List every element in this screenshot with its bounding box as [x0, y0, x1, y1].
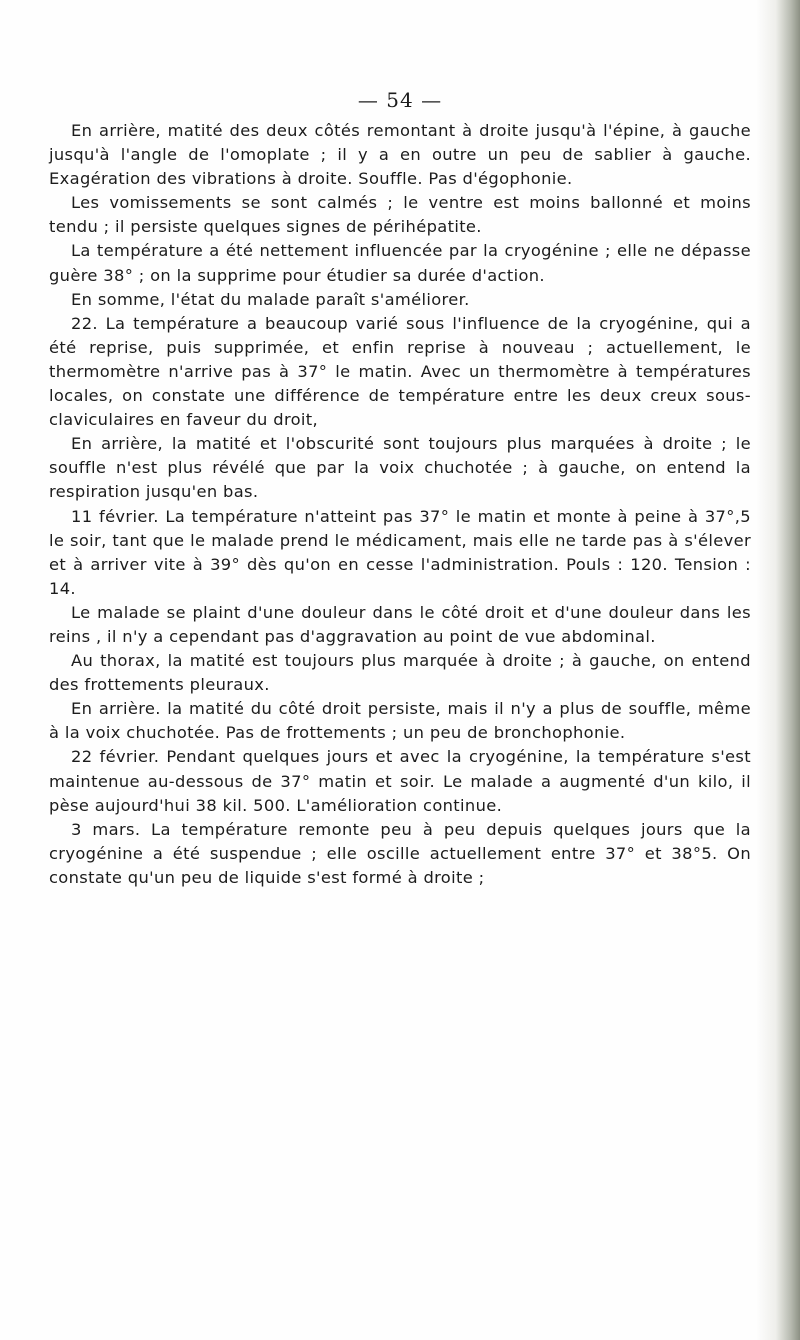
paragraph: En arrière, matité des deux côtés remontant à droite jusqu'à l'épine, à gauche jusqu'à l'angle de l'omoplate ; il y a en outre un peu de sablier à gauche. Exagération des vibrations à droite. Souffle. Pas d'égophonie.	[49, 121, 751, 189]
paragraph: Les vomissements se sont calmés ; le ventre est moins ballonné et moins tendu ; il persiste quelques signes de périhépatite.	[49, 193, 751, 237]
paragraph: 22. La température a beaucoup varié sous l'influence de la cryogénine, qui a été reprise, puis supprimée, et enfin reprise à nouveau ; actuellement, le thermomètre n'arrive pas à 37° le matin. Avec un thermomètre à températures locales, on constate une différence de température entre les deux creux sous-claviculaires en faveur du droit,	[49, 313, 751, 430]
paragraph: 11 février. La température n'atteint pas 37° le matin et monte à peine à 37°,5 le soir, tant que le malade prend le médicament, mais elle ne tarde pas à s'élever et à arriver vite à 39° dès qu'on en cesse l'administration. Pouls : 120. Tension : 14.	[49, 506, 751, 598]
page-edge-shadow	[756, 0, 800, 1340]
paragraph: La température a été nettement influencée par la cryogénine ; elle ne dépasse guère 38° ; on la supprime pour étudier sa durée d'action.	[49, 241, 751, 285]
body-text	[49, 119, 751, 890]
paragraph: Au thorax, la matité est toujours plus marquée à droite ; à gauche, on entend des frottements pleuraux.	[49, 651, 751, 695]
page-number: — 54 —	[357, 88, 443, 112]
paragraph: 22 février. Pendant quelques jours et avec la cryogénine, la température s'est maintenue au-dessous de 37° matin et soir. Le malade a augmenté d'un kilo, il pèse aujourd'hui 38 kil. 500. L'amélioration continue.	[49, 747, 751, 815]
paragraph: En somme, l'état du malade paraît s'améliorer.	[71, 289, 470, 309]
paragraph: En arrière, la matité et l'obscurité sont toujours plus marquées à droite ; le souffle n'est plus révélé que par la voix chuchotée ; à gauche, on entend la respiration jusqu'en bas.	[49, 434, 751, 502]
paragraph: Le malade se plaint d'une douleur dans le côté droit et d'une douleur dans les reins , il n'y a cependant pas d'aggravation au point de vue abdominal.	[49, 602, 751, 646]
paragraph: En arrière. la matité du côté droit persiste, mais il n'y a plus de souffle, même à la voix chuchotée. Pas de frottements ; un peu de bronchophonie.	[49, 699, 751, 743]
paragraph: 3 mars. La température remonte peu à peu depuis quelques jours que la cryogénine a été suspendue ; elle oscille actuellement entre 37° et 38°5. On constate qu'un peu de liquide s'est formé à droite ;	[49, 819, 751, 887]
